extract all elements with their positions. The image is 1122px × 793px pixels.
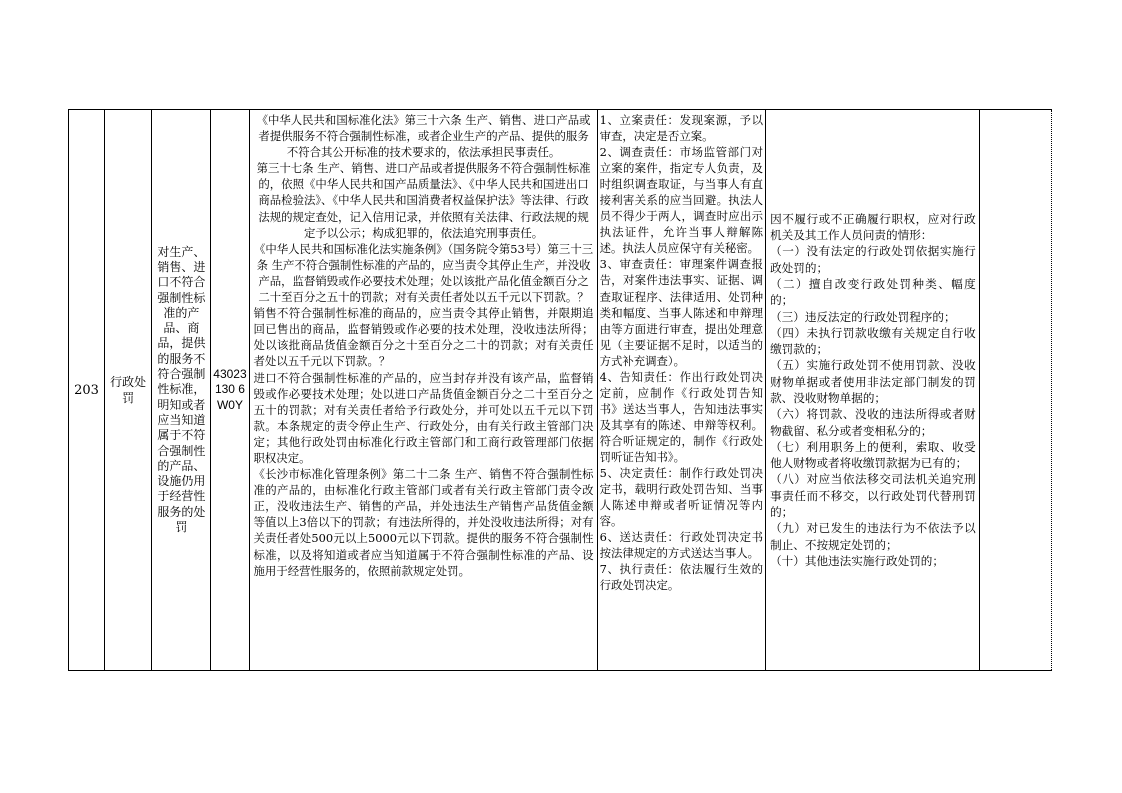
accountability-item: （五）实施行政处罚不使用罚款、没收财物单据或者使用非法定部门制发的罚款、没收财物单据的；	[770, 358, 976, 405]
accountability-item: （十）其他违法实施行政处罚的；	[770, 553, 944, 568]
basis-paragraph: 《长沙市标准化管理条例》第二十二条 生产、销售不符合强制性标准的产品的，由标准化行政主管部门或者有关行政主管部门责令改正，没收违法生产、销售的产品，并处违法生产销售产品货值金额等值以上3倍以下的罚款；有违法所得的，并处没收违法所得；对有关责任者处500元以上5000元以下罚款。提供的服务不符合强制性标准，以及将知道或者应当知道属于不符合强制性标准的产品、设施用于经营性服务的，依照前款规定处罚。	[253, 467, 594, 578]
responsibility-cell	[597, 110, 766, 671]
responsibility-item: 5、决定责任：制作行政处罚决定书，载明行政处罚告知、当事人陈述申辩或者听证情况等内容。	[599, 466, 764, 529]
responsibility-item: 1、立案责任：发现案源，予以审查，决定是否立案。	[599, 113, 764, 144]
item-name-text: 对生产、销售、进口不符合强制性标准的产品、商品，提供的服务不符合强制性标准，明知或者应当知道属于不符合强制性的产品、设施仍用于经营性服务的处罚	[157, 244, 206, 535]
accountability-item: 因不履行或不正确履行职权，应对行政机关及其工作人员问责的情形：	[770, 211, 976, 243]
item-code-text: 43023130 6W0Y	[213, 366, 247, 412]
responsibility-item: 7、执行责任：依法履行生效的行政处罚决定。	[599, 562, 764, 593]
accountability-item: （二）擅自改变行政处罚种类、幅度的；	[770, 276, 976, 308]
category-cell	[105, 110, 152, 671]
row-number: 203	[74, 382, 99, 398]
power-list-table	[68, 109, 1052, 671]
row-number-cell	[69, 110, 105, 671]
responsibility-item: 6、送达责任：行政处罚决定书按法律规定的方式送达当事人。	[599, 530, 764, 561]
accountability-cell	[766, 110, 980, 671]
responsibility-item: 2、调查责任：市场监管部门对立案的案件，指定专人负责，及时组织调查取证，与当事人有直接利害关系的应当回避。执法人员不得少于两人，调查时应出示执法证件，允许当事人辩解陈述。执法人员应保守有关秘密。	[599, 145, 764, 256]
basis-paragraph: 进口不符合强制性标准的产品的，应当封存并没有该产品，监督销毁或作必要技术处理；处以进口产品货值金额百分之二十至百分之五十的罚款；对有关责任者给予行政处分，并可处以五千元以下罚款。本条规定的责令停止生产、行政处分，由有关行政主管部门决定；其他行政处罚由标准化行政主管部门和工商行政管理部门依据职权决定。	[253, 370, 594, 465]
legal-basis-cell	[249, 110, 597, 671]
accountability-item: （一）没有法定的行政处罚依据实施行政处罚的；	[770, 244, 976, 275]
accountability-item: （九）对已发生的违法行为不依法予以制止、不按规定处罚的；	[770, 521, 976, 552]
responsibility-item: 4、告知责任：作出行政处罚决定前，应制作《行政处罚告知书》送达当事人，告知违法事实及其享有的陈述、申辩等权利。符合听证规定的，制作《行政处罚听证告知书》。	[599, 369, 764, 464]
basis-paragraph: 销售不符合强制性标准的商品的，应当责令其停止销售，并限期追回已售出的商品，监督销毁或作必要的技术处理，没收违法所得；处以该批商品货值金额百分之十至百分之二十的罚款；对有关责任者处以五千元以下罚款。？	[253, 306, 594, 369]
responsibility-item: 3、审查责任：审理案件调查报告，对案件违法事实、证据、调查取证程序、法律适用、处罚种类和幅度、当事人陈述和申辩理由等方面进行审查，提出处理意见（主要证据不足时，以适当的方式补充调查）。	[599, 257, 764, 368]
basis-paragraph: 《中华人民共和国标准化法实施条例》（国务院令第53号）第三十三条 生产不符合强制性标准的产品的，应当责令其停止生产，并没收产品，监督销毁或作必要技术处理；处以该批产品化值金额百分之二十至百分之五十的罚款；对有关责任者处以五千元以下罚款。？	[253, 241, 594, 305]
item-name-cell	[152, 110, 211, 671]
category-text: 行政处罚	[110, 375, 147, 405]
accountability-item: （六）将罚款、没收的违法所得或者财物截留、私分或者变相私分的；	[770, 407, 976, 438]
accountability-item: （四）未执行罚款收缴有关规定自行收缴罚款的；	[770, 325, 976, 357]
item-code-cell	[211, 110, 249, 671]
accountability-item: （七）利用职务上的便利，索取、收受他人财物或者将收缴罚款据为已有的；	[770, 439, 976, 471]
basis-paragraph: 第三十七条 生产、销售、进口产品或者提供服务不符合强制性标准的，依照《中华人民共和国产品质量法》、《中华人民共和国进出口商品检验法》、《中华人民共和国消费者权益保护法》等法律、行政法规的规定查处，记入信用记录，并依照有关法律、行政法规的规定予以公示；构成犯罪的，依法追究刑事责任。	[256, 161, 591, 240]
accountability-item: （八）对应当依法移交司法机关追究刑事责任而不移交，以行政处罚代替刑罚的；	[770, 472, 976, 520]
basis-paragraph: 《中华人民共和国标准化法》第三十六条 生产、销售、进口产品或者提供服务不符合强制性标准，或者企业生产的产品、提供的服务不符合其公开标准的技术要求的，依法承担民事责任。	[256, 113, 591, 160]
accountability-item: （三）违反法定的行政处罚程序的；	[770, 309, 956, 324]
remarks-cell	[979, 110, 1051, 671]
table-row	[69, 110, 1052, 671]
